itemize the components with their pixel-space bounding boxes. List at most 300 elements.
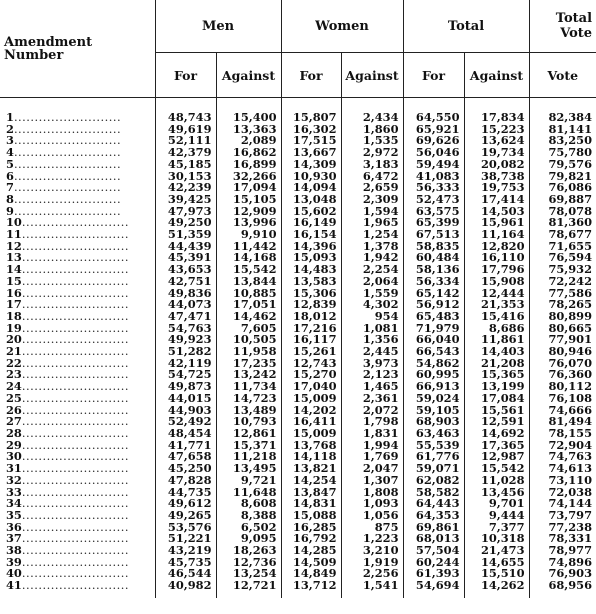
leader-dots: .......................... [21, 449, 129, 464]
men-for-cell: 48,454 [155, 428, 216, 440]
women-for-cell: 16,149 [281, 217, 341, 229]
women-against-cell: 1,994 [341, 440, 403, 452]
women-for-cell: 17,515 [281, 135, 341, 147]
women-for-cell: 13,821 [281, 463, 341, 475]
amendment-number: 4 [6, 145, 14, 160]
women-for-cell: 15,261 [281, 346, 341, 358]
men-against-cell: 17,051 [216, 299, 281, 311]
men-against-cell: 13,495 [216, 463, 281, 475]
men-for-cell: 51,282 [155, 346, 216, 358]
total-for-cell: 65,921 [403, 124, 464, 136]
men-for-cell: 45,391 [155, 252, 216, 264]
total-vote-cell: 80,946 [529, 346, 596, 358]
men-against-cell: 12,861 [216, 428, 281, 440]
total-against-cell: 17,834 [464, 112, 529, 124]
men-for-cell: 43,653 [155, 264, 216, 276]
amendment-number: 38 [6, 543, 22, 558]
amendment-number: 12 [6, 238, 22, 253]
leader-dots: .......................... [13, 180, 122, 195]
total-vote-cell: 72,242 [529, 276, 596, 288]
amendment-number: 33 [6, 484, 22, 499]
women-against-cell: 1,831 [341, 428, 403, 440]
women-for-cell: 18,012 [281, 311, 341, 323]
women-for-cell: 17,216 [281, 323, 341, 335]
amendment-number: 8 [6, 191, 14, 206]
total-against-cell: 17,414 [464, 194, 529, 206]
women-against-cell: 1,965 [341, 217, 403, 229]
men-for-cell: 48,743 [155, 112, 216, 124]
leader-dots: .......................... [21, 262, 129, 277]
amendment-number: 37 [6, 531, 22, 546]
amendment-header-line1: Amendment [4, 34, 93, 50]
leader-dots: .......................... [21, 285, 129, 300]
total-for-cell: 59,071 [403, 463, 464, 475]
leader-dots: .......................... [21, 402, 129, 417]
women-for-cell: 15,088 [281, 510, 341, 522]
men-against-cell: 13,489 [216, 405, 281, 417]
total-for-cell: 69,626 [403, 135, 464, 147]
men-against-cell: 10,793 [216, 416, 281, 428]
total-vote-cell: 75,932 [529, 264, 596, 276]
total-for-cell: 64,353 [403, 510, 464, 522]
men-against-cell: 14,723 [216, 393, 281, 405]
amendment-number: 31 [6, 461, 22, 476]
leader-dots: .......................... [21, 215, 129, 230]
women-against-cell: 1,919 [341, 557, 403, 569]
leader-dots: .......................... [21, 344, 129, 359]
total-vote-cell: 78,331 [529, 533, 596, 545]
total-vote-cell: 71,655 [529, 241, 596, 253]
women-against-cell: 2,659 [341, 182, 403, 194]
men-against-cell: 32,266 [216, 171, 281, 183]
leader-dots: .......................... [13, 133, 122, 148]
men-for-cell: 47,828 [155, 475, 216, 487]
total-for-cell: 60,995 [403, 369, 464, 381]
total-against-cell: 21,353 [464, 299, 529, 311]
leader-dots: .......................... [13, 191, 122, 206]
amendment-number: 14 [6, 262, 22, 277]
men-for-cell: 44,735 [155, 487, 216, 499]
total-against-cell: 21,473 [464, 545, 529, 557]
leader-dots: .......................... [21, 519, 129, 534]
women-for-cell: 10,930 [281, 171, 341, 183]
leader-dots: .......................... [21, 496, 129, 511]
women-for-cell: 12,743 [281, 358, 341, 370]
total-against-cell: 7,377 [464, 522, 529, 534]
total-vote-cell: 80,112 [529, 381, 596, 393]
leader-dots: .......................... [21, 250, 129, 265]
leader-dots: .......................... [21, 238, 129, 253]
total-for-cell: 71,979 [403, 323, 464, 335]
women-for-cell: 16,411 [281, 416, 341, 428]
men-against-cell: 18,263 [216, 545, 281, 557]
women-against-cell: 1,056 [341, 510, 403, 522]
leader-dots: .......................... [13, 121, 122, 136]
women-for-cell: 14,285 [281, 545, 341, 557]
total-against-cell: 17,365 [464, 440, 529, 452]
men-against-cell: 11,218 [216, 451, 281, 463]
leader-dots: .......................... [21, 425, 129, 440]
amendment-number: 36 [6, 519, 22, 534]
women-for-header: For [281, 53, 341, 98]
amendment-number: 6 [6, 168, 14, 183]
men-against-header: Against [216, 53, 281, 98]
leader-dots: .......................... [21, 543, 129, 558]
men-against-cell: 8,388 [216, 510, 281, 522]
total-for-cell: 61,393 [403, 568, 464, 580]
total-vote-cell: 76,108 [529, 393, 596, 405]
total-against-cell: 17,796 [464, 264, 529, 276]
leader-dots: .......................... [13, 145, 122, 160]
total-against-cell: 19,753 [464, 182, 529, 194]
total-vote-cell: 74,144 [529, 498, 596, 510]
men-for-cell: 54,725 [155, 369, 216, 381]
men-for-cell: 39,425 [155, 194, 216, 206]
total-for-cell: 58,582 [403, 487, 464, 499]
men-for-cell: 42,751 [155, 276, 216, 288]
men-against-cell: 17,094 [216, 182, 281, 194]
total-against-cell: 12,987 [464, 451, 529, 463]
total-against-cell: 17,084 [464, 393, 529, 405]
amendment-number: 41 [6, 578, 22, 593]
total-against-header: Against [464, 53, 529, 98]
leader-dots: .......................... [21, 379, 129, 394]
women-against-cell: 1,093 [341, 498, 403, 510]
men-against-cell: 11,648 [216, 487, 281, 499]
men-against-cell: 15,400 [216, 112, 281, 124]
women-for-cell: 16,285 [281, 522, 341, 534]
leader-dots: .......................... [21, 437, 129, 452]
men-against-cell: 11,734 [216, 381, 281, 393]
total-header: Total [403, 0, 529, 53]
men-for-cell: 49,923 [155, 334, 216, 346]
total-for-cell: 55,539 [403, 440, 464, 452]
amendment-number: 2 [6, 121, 14, 136]
leader-dots: .......................... [21, 554, 129, 569]
leader-dots: .......................... [21, 461, 129, 476]
total-vote-cell: 76,070 [529, 358, 596, 370]
total-vote-cell: 73,110 [529, 475, 596, 487]
men-against-cell: 16,899 [216, 159, 281, 171]
men-for-cell: 51,359 [155, 229, 216, 241]
total-for-cell: 65,483 [403, 311, 464, 323]
men-for-cell: 42,119 [155, 358, 216, 370]
women-against-cell: 6,472 [341, 171, 403, 183]
women-for-cell: 15,009 [281, 393, 341, 405]
total-vote-cell: 77,586 [529, 288, 596, 300]
women-for-cell: 15,009 [281, 428, 341, 440]
men-for-cell: 43,219 [155, 545, 216, 557]
total-for-cell: 60,244 [403, 557, 464, 569]
amendment-number: 19 [6, 320, 22, 335]
women-against-cell: 2,254 [341, 264, 403, 276]
total-vote-cell: 77,238 [529, 522, 596, 534]
women-header: Women [281, 0, 403, 53]
total-against-cell: 15,416 [464, 311, 529, 323]
men-against-cell: 14,462 [216, 311, 281, 323]
amendment-number: 27 [6, 414, 22, 429]
amendment-number: 22 [6, 355, 22, 370]
women-against-cell: 1,356 [341, 334, 403, 346]
leader-dots: .......................... [21, 297, 129, 312]
women-for-cell: 13,712 [281, 580, 341, 592]
total-for-cell: 58,136 [403, 264, 464, 276]
men-header: Men [155, 0, 281, 53]
women-for-cell: 16,154 [281, 229, 341, 241]
vote-header: Vote [529, 53, 596, 98]
total-vote-cell: 75,780 [529, 147, 596, 159]
women-for-cell: 14,309 [281, 159, 341, 171]
total-vote-cell: 69,887 [529, 194, 596, 206]
amendment-number-header [0, 0, 155, 98]
leader-dots: .......................... [21, 355, 129, 370]
total-vote-cell: 72,904 [529, 440, 596, 452]
total-for-cell: 56,334 [403, 276, 464, 288]
men-against-cell: 14,168 [216, 252, 281, 264]
women-against-cell: 2,972 [341, 147, 403, 159]
total-for-cell: 59,494 [403, 159, 464, 171]
women-against-cell: 1,535 [341, 135, 403, 147]
men-for-cell: 51,221 [155, 533, 216, 545]
amendment-number: 29 [6, 437, 22, 452]
amendment-number: 18 [6, 308, 22, 323]
men-for-cell: 54,763 [155, 323, 216, 335]
total-for-cell: 68,903 [403, 416, 464, 428]
total-against-cell: 15,365 [464, 369, 529, 381]
women-for-cell: 14,509 [281, 557, 341, 569]
men-for-cell: 30,153 [155, 171, 216, 183]
women-against-cell: 2,123 [341, 369, 403, 381]
leader-dots: .......................... [21, 308, 129, 323]
total-vote-cell: 80,899 [529, 311, 596, 323]
total-vote-cell: 74,666 [529, 405, 596, 417]
men-against-cell: 13,242 [216, 369, 281, 381]
total-vote-cell: 78,977 [529, 545, 596, 557]
amendment-number: 40 [6, 566, 22, 581]
total-against-cell: 15,908 [464, 276, 529, 288]
total-vote-header-line1: Total [555, 11, 593, 26]
total-vote-cell: 78,155 [529, 428, 596, 440]
women-against-cell: 2,072 [341, 405, 403, 417]
men-for-cell: 44,903 [155, 405, 216, 417]
total-against-cell: 14,692 [464, 428, 529, 440]
men-for-cell: 42,239 [155, 182, 216, 194]
total-for-cell: 66,543 [403, 346, 464, 358]
amendment-number: 3 [6, 133, 14, 148]
women-against-cell: 1,798 [341, 416, 403, 428]
men-against-cell: 11,442 [216, 241, 281, 253]
leader-dots: .......................... [21, 578, 129, 593]
women-against-cell: 1,860 [341, 124, 403, 136]
total-against-cell: 38,738 [464, 171, 529, 183]
table-body [0, 98, 596, 598]
total-vote-cell: 74,613 [529, 463, 596, 475]
total-against-cell: 11,861 [464, 334, 529, 346]
men-for-header: For [155, 53, 216, 98]
amendment-number: 16 [6, 285, 22, 300]
amendment-number: 25 [6, 390, 22, 405]
men-against-cell: 6,502 [216, 522, 281, 534]
total-vote-cell: 76,594 [529, 252, 596, 264]
amendment-number: 5 [6, 156, 14, 171]
men-against-cell: 2,089 [216, 135, 281, 147]
men-against-cell: 9,095 [216, 533, 281, 545]
amendment-number: 11 [6, 227, 22, 242]
total-for-cell: 58,835 [403, 241, 464, 253]
leader-dots: .......................... [21, 507, 129, 522]
leader-dots: .......................... [21, 273, 129, 288]
men-for-cell: 41,771 [155, 440, 216, 452]
total-against-cell: 14,655 [464, 557, 529, 569]
women-for-cell: 16,117 [281, 334, 341, 346]
total-against-cell: 16,110 [464, 252, 529, 264]
total-vote-cell: 79,576 [529, 159, 596, 171]
women-against-cell: 1,223 [341, 533, 403, 545]
women-for-cell: 16,792 [281, 533, 341, 545]
total-vote-cell: 80,665 [529, 323, 596, 335]
women-for-cell: 14,396 [281, 241, 341, 253]
men-against-cell: 15,371 [216, 440, 281, 452]
total-against-cell: 15,223 [464, 124, 529, 136]
total-vote-header-line2: Vote [560, 26, 593, 41]
total-for-cell: 63,575 [403, 206, 464, 218]
men-for-cell: 46,544 [155, 568, 216, 580]
amendment-number: 17 [6, 297, 22, 312]
men-for-cell: 47,471 [155, 311, 216, 323]
total-against-cell: 10,318 [464, 533, 529, 545]
total-against-cell: 12,591 [464, 416, 529, 428]
women-against-cell: 2,309 [341, 194, 403, 206]
women-against-cell: 1,465 [341, 381, 403, 393]
total-vote-cell: 76,086 [529, 182, 596, 194]
women-against-cell: 2,434 [341, 112, 403, 124]
total-against-cell: 15,561 [464, 405, 529, 417]
leader-dots: .......................... [13, 203, 122, 218]
total-against-cell: 19,734 [464, 147, 529, 159]
total-against-cell: 15,542 [464, 463, 529, 475]
men-against-cell: 13,254 [216, 568, 281, 580]
total-vote-cell: 74,896 [529, 557, 596, 569]
men-against-cell: 9,721 [216, 475, 281, 487]
men-against-cell: 13,996 [216, 217, 281, 229]
women-for-cell: 17,040 [281, 381, 341, 393]
total-vote-cell: 76,360 [529, 369, 596, 381]
women-against-cell: 3,183 [341, 159, 403, 171]
total-against-cell: 13,456 [464, 487, 529, 499]
total-vote-cell: 77,901 [529, 334, 596, 346]
total-for-cell: 56,333 [403, 182, 464, 194]
women-against-cell: 875 [341, 522, 403, 534]
men-for-cell: 45,250 [155, 463, 216, 475]
men-for-cell: 44,015 [155, 393, 216, 405]
leader-dots: .......................... [13, 168, 122, 183]
amendment-number: 9 [6, 203, 14, 218]
women-against-cell: 1,307 [341, 475, 403, 487]
women-for-cell: 13,667 [281, 147, 341, 159]
men-against-cell: 8,608 [216, 498, 281, 510]
total-vote-cell: 82,384 [529, 112, 596, 124]
women-against-cell: 1,769 [341, 451, 403, 463]
men-against-cell: 11,958 [216, 346, 281, 358]
total-for-cell: 69,861 [403, 522, 464, 534]
women-for-cell: 16,302 [281, 124, 341, 136]
men-for-cell: 42,379 [155, 147, 216, 159]
women-against-cell: 1,559 [341, 288, 403, 300]
women-against-cell: 1,378 [341, 241, 403, 253]
men-for-cell: 49,265 [155, 510, 216, 522]
women-for-cell: 12,839 [281, 299, 341, 311]
total-for-cell: 68,013 [403, 533, 464, 545]
women-for-cell: 14,831 [281, 498, 341, 510]
men-against-cell: 15,105 [216, 194, 281, 206]
women-against-cell: 1,942 [341, 252, 403, 264]
total-for-cell: 56,912 [403, 299, 464, 311]
men-against-cell: 12,909 [216, 206, 281, 218]
leader-dots: .......................... [21, 414, 129, 429]
total-against-cell: 13,624 [464, 135, 529, 147]
men-for-cell: 44,439 [155, 241, 216, 253]
women-against-cell: 1,594 [341, 206, 403, 218]
total-against-cell: 14,403 [464, 346, 529, 358]
women-against-cell: 2,064 [341, 276, 403, 288]
total-for-cell: 54,694 [403, 580, 464, 592]
total-for-cell: 59,105 [403, 405, 464, 417]
women-against-cell: 2,361 [341, 393, 403, 405]
women-for-cell: 14,254 [281, 475, 341, 487]
total-against-cell: 11,164 [464, 229, 529, 241]
men-against-cell: 12,736 [216, 557, 281, 569]
men-for-cell: 49,612 [155, 498, 216, 510]
men-for-cell: 40,982 [155, 580, 216, 592]
total-against-cell: 12,820 [464, 241, 529, 253]
amendment-number: 35 [6, 507, 22, 522]
total-vote-cell: 74,763 [529, 451, 596, 463]
total-against-cell: 14,503 [464, 206, 529, 218]
total-for-cell: 41,083 [403, 171, 464, 183]
amendment-number: 26 [6, 402, 22, 417]
total-against-cell: 9,444 [464, 510, 529, 522]
total-vote-cell: 72,038 [529, 487, 596, 499]
women-for-cell: 14,483 [281, 264, 341, 276]
total-for-header: For [403, 53, 464, 98]
total-against-cell: 13,199 [464, 381, 529, 393]
amendment-number: 10 [6, 215, 22, 230]
women-for-cell: 13,768 [281, 440, 341, 452]
men-against-cell: 16,862 [216, 147, 281, 159]
total-against-cell: 14,262 [464, 580, 529, 592]
men-for-cell: 44,073 [155, 299, 216, 311]
men-for-cell: 47,658 [155, 451, 216, 463]
total-for-cell: 57,504 [403, 545, 464, 557]
total-against-cell: 9,701 [464, 498, 529, 510]
total-for-cell: 52,473 [403, 194, 464, 206]
men-against-cell: 15,542 [216, 264, 281, 276]
total-for-cell: 66,040 [403, 334, 464, 346]
women-against-cell: 3,973 [341, 358, 403, 370]
leader-dots: .......................... [21, 531, 129, 546]
total-vote-cell: 76,903 [529, 568, 596, 580]
total-for-cell: 60,484 [403, 252, 464, 264]
women-against-cell: 4,302 [341, 299, 403, 311]
total-vote-cell: 78,265 [529, 299, 596, 311]
women-for-cell: 15,807 [281, 112, 341, 124]
total-for-cell: 66,913 [403, 381, 464, 393]
women-for-cell: 14,202 [281, 405, 341, 417]
total-vote-cell: 83,250 [529, 135, 596, 147]
amendment-number: 39 [6, 554, 22, 569]
women-against-cell: 1,541 [341, 580, 403, 592]
total-for-cell: 63,463 [403, 428, 464, 440]
